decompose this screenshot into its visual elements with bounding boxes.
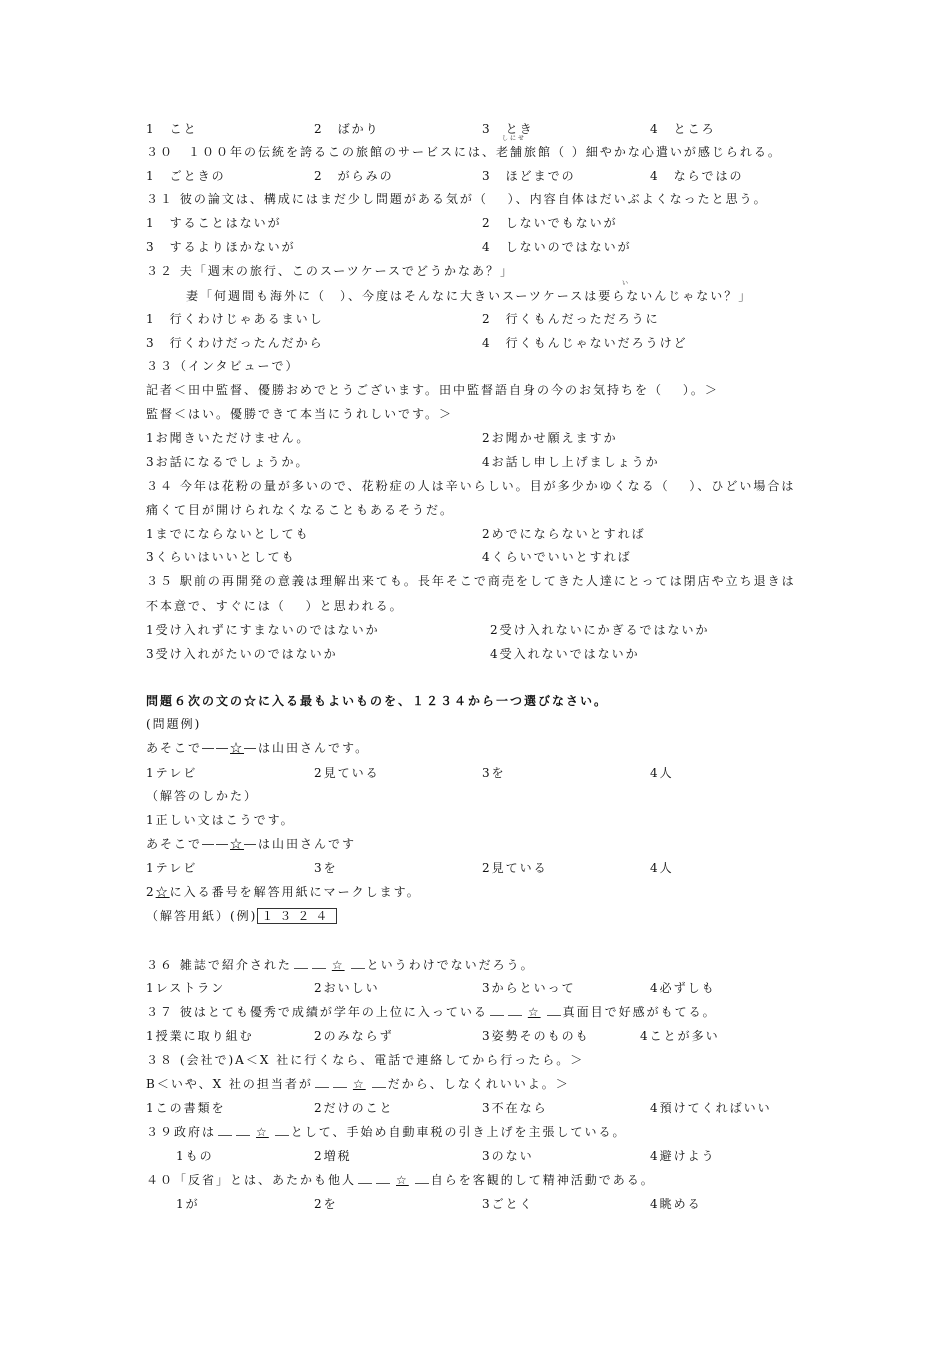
question-32: ３２ 夫「週末の旅行、このスーツケースでどうかなあ？」 bbox=[146, 264, 515, 278]
question-36: ３６ 雑誌で紹介された ☆ というわけでないだろう。 bbox=[146, 958, 535, 972]
option: 3 するよりほかないが bbox=[146, 240, 296, 254]
option: 1 ごときの bbox=[146, 169, 226, 183]
question-37: ３７ 彼はとても優秀で成績が学年の上位に入っている ☆ 真面目で好感がもてる。 bbox=[146, 1005, 717, 1019]
option: 4受入れないではないか bbox=[490, 647, 640, 661]
question-35: ３５ 駅前の再開発の意義は理解出来ても。長年そこで商売をしてきた人達にとっては閉店や立ち退きは bbox=[146, 574, 796, 588]
question-39: ３９政府は ☆ として、手始め自動車税の引き上げを主張している。 bbox=[146, 1125, 627, 1139]
option: 1受け入れずにすまないのではないか bbox=[146, 623, 380, 637]
question-34: ３４ 今年は花粉の量が多いので、花粉症の人は辛いらしい。目が多少かゆくなる（ ）、ひどい場合は bbox=[146, 479, 796, 493]
option: 4くらいでいいとすれば bbox=[482, 550, 632, 564]
answer-step-1: 1正しい文はこうです。 bbox=[146, 813, 295, 827]
option: 2 がらみの bbox=[314, 169, 394, 183]
option: 4 ところ bbox=[650, 122, 716, 136]
question-31: ３１ 彼の論文は、構成にはまだ少し問題がある気が（ ）、内容自体はだいぶよくなったと思う。 bbox=[146, 192, 768, 206]
option: 3 ほどまでの bbox=[482, 169, 576, 183]
option: 4人 bbox=[650, 766, 674, 780]
option: 4ことが多い bbox=[640, 1029, 720, 1043]
option: 4 ならではの bbox=[650, 169, 744, 183]
option: 1 することはないが bbox=[146, 216, 282, 230]
option: 4 しないのではないが bbox=[482, 240, 632, 254]
question-33-line3: 監督＜はい。優勝できて本当にうれしいです。＞ bbox=[146, 407, 454, 421]
option: 2おいしい bbox=[314, 981, 380, 995]
furigana: い bbox=[622, 280, 631, 287]
option: 4人 bbox=[650, 861, 674, 875]
option: 4 行くもんじゃないだろうけど bbox=[482, 336, 688, 350]
option: 4必ずしも bbox=[650, 981, 716, 995]
option: 3を bbox=[482, 766, 506, 780]
option: 1 こと bbox=[146, 122, 198, 136]
answer-sentence: あそこで――☆―は山田さんです bbox=[146, 837, 357, 851]
question-33: ３３（インタビューで） bbox=[146, 359, 300, 373]
option: 1授業に取り組む bbox=[146, 1029, 254, 1043]
option: 3受け入れがたいのではないか bbox=[146, 647, 338, 661]
option: 2お聞かせ願えますか bbox=[482, 431, 618, 445]
option: 1お聞きいただけません。 bbox=[146, 431, 311, 445]
question-38-line2: B＜いや、X 社の担当者が ☆ だから、しなくれいいよ。＞ bbox=[146, 1077, 570, 1091]
option: 2のみならず bbox=[314, 1029, 394, 1043]
question-38: ３８ (会社で)A＜X 社に行くなら、電話で連絡してから行ったら。＞ bbox=[146, 1053, 585, 1067]
option: 2 ばかり bbox=[314, 122, 380, 136]
option: 2を bbox=[314, 1197, 338, 1211]
option: 3くらいはいいとしても bbox=[146, 550, 296, 564]
section-heading: 問題６次の文の☆に入る最もよいものを、１２３４から一つ選びなさい。 bbox=[146, 694, 609, 708]
question-34-line2: 痛くて目が開けられなくなることもあるそうだ。 bbox=[146, 503, 455, 517]
option: 3からといって bbox=[482, 981, 576, 995]
option: 1が bbox=[176, 1197, 200, 1211]
option: 3お話になるでしょうか。 bbox=[146, 455, 310, 469]
question-30: ３０ １００年の伝統を誇るこの旅館のサービスには、老舗旅館（ ）細やかな心遣いが感じられる。 bbox=[146, 145, 782, 159]
option: 4お話し申し上げましょうか bbox=[482, 455, 660, 469]
option: 3姿勢そのものも bbox=[482, 1029, 590, 1043]
option: 4眺める bbox=[650, 1197, 702, 1211]
option: 2 しないでもないが bbox=[482, 216, 618, 230]
option: 1レストラン bbox=[146, 981, 226, 995]
answer-sheet: （解答用紙）(例) １３２４ bbox=[146, 908, 337, 924]
option: 1 行くわけじゃあるまいし bbox=[146, 312, 324, 326]
option: 3 とき bbox=[482, 122, 534, 136]
option: 3ごとく bbox=[482, 1197, 534, 1211]
option: 1もの bbox=[176, 1149, 214, 1163]
option: 2増税 bbox=[314, 1149, 352, 1163]
question-33-line2: 記者＜田中監督、優勝おめでとうございます。田中監督語自身の今のお気持ちを（ ）。＞ bbox=[146, 383, 719, 397]
question-32-line2: 妻「何週間も海外に（ ）、今度はそんなに大きいスーツケースは要らないんじゃない？」 bbox=[186, 289, 753, 303]
answer-step-2: 2☆に入る番号を解答用紙にマークします。 bbox=[146, 885, 421, 899]
option: 2見ている bbox=[482, 861, 548, 875]
option: 4預けてくればいい bbox=[650, 1101, 772, 1115]
option: 3不在なら bbox=[482, 1101, 548, 1115]
answer-sheet-box: １３２４ bbox=[257, 908, 337, 924]
option: 1テレビ bbox=[146, 766, 198, 780]
option: 1までにならないとしても bbox=[146, 527, 310, 541]
answer-label: （解答のしかた） bbox=[146, 789, 259, 803]
question-40: ４０「反省」とは、あたかも他人 ☆ 自らを客観的して精神活動である。 bbox=[146, 1173, 655, 1187]
option: 3 行くわけだったんだから bbox=[146, 336, 324, 350]
option: 2めでにならないとすれば bbox=[482, 527, 646, 541]
option: 1テレビ bbox=[146, 861, 198, 875]
furigana: しにせ bbox=[502, 135, 527, 142]
option: 1この書類を bbox=[146, 1101, 226, 1115]
option: 2 行くもんだっただろうに bbox=[482, 312, 660, 326]
option: 2見ている bbox=[314, 766, 380, 780]
question-35-line2: 不本意で、すぐには（ ）と思われる。 bbox=[146, 599, 404, 613]
option: 2だけのこと bbox=[314, 1101, 394, 1115]
example-sentence: あそこで――☆―は山田さんです。 bbox=[146, 741, 370, 755]
option: 4避けよう bbox=[650, 1149, 716, 1163]
example-label: (問題例) bbox=[146, 717, 202, 731]
option: 3を bbox=[314, 861, 338, 875]
option: 2受け入れないにかぎるではないか bbox=[490, 623, 710, 637]
option: 3のない bbox=[482, 1149, 534, 1163]
